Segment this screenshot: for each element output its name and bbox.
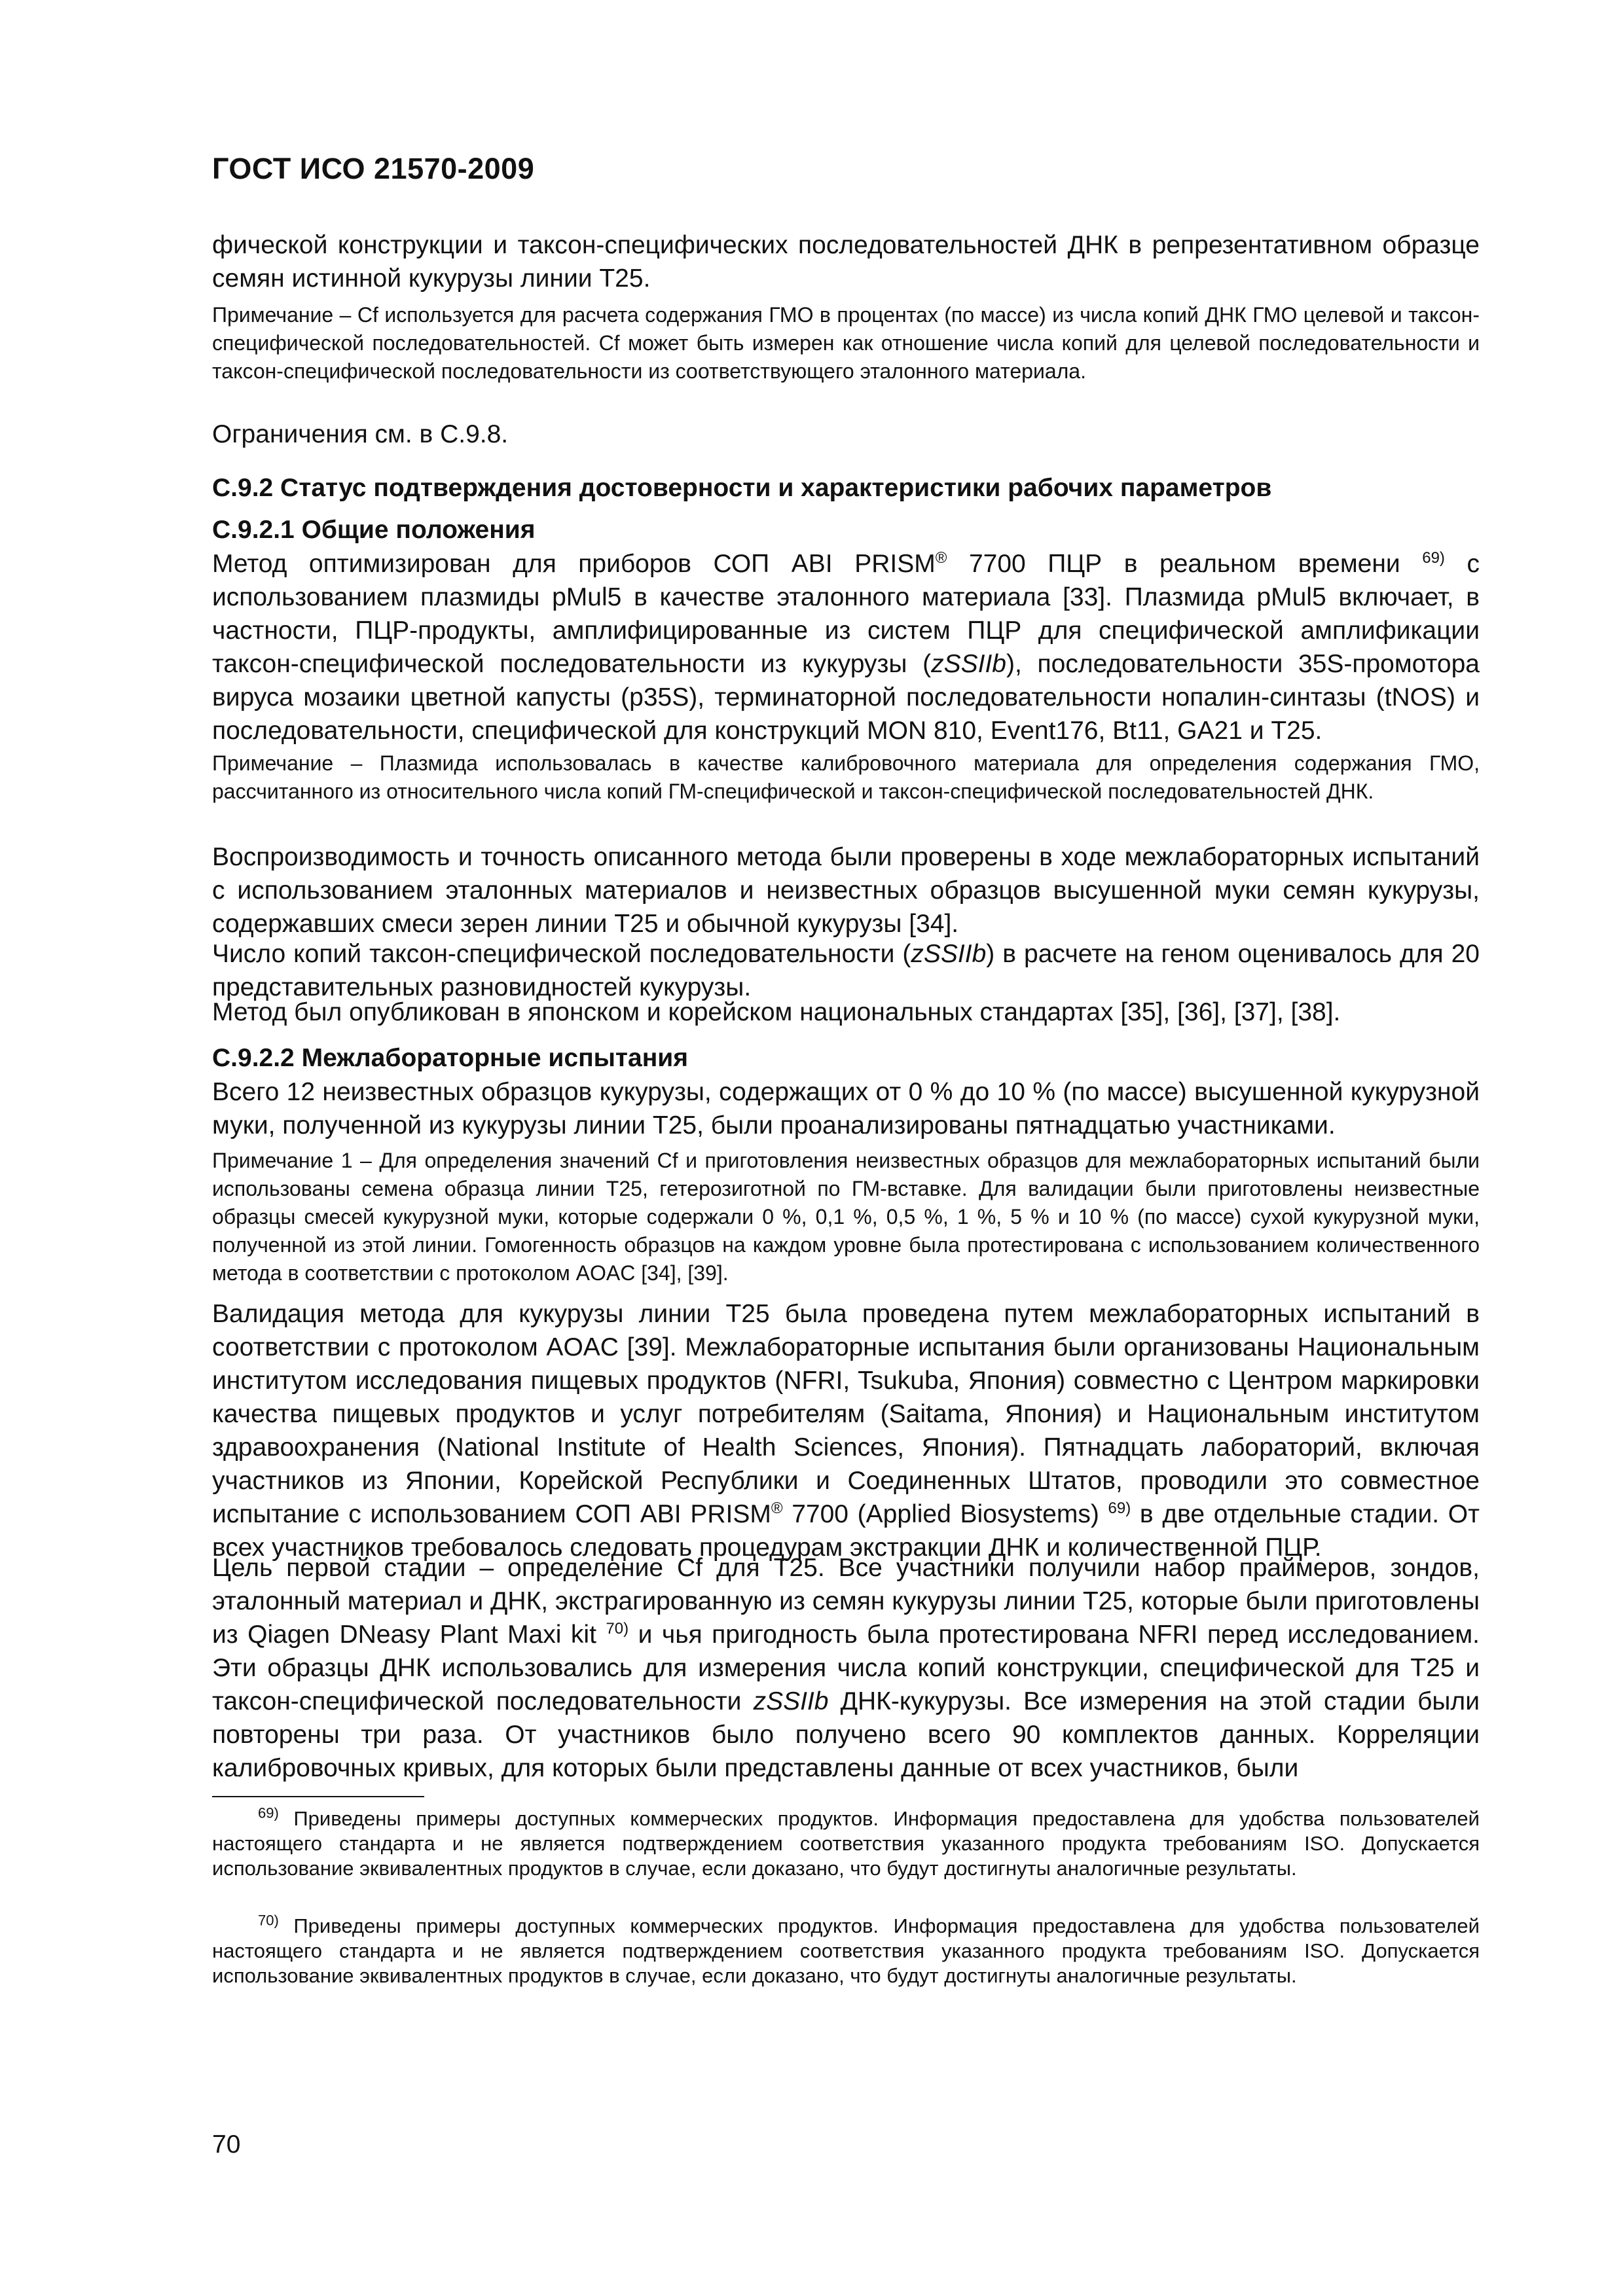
paragraph-method-optimized — [212, 547, 1480, 747]
p9-text-a: Цель первой стадии – определение Cf для Т25. Все участники получили набор праймеров, зондов, эталонный материал и ДНК, экстрагированную из семян кукурузы линии Т25, которые были приготовлены из Qiagen DNeasy Plant Maxi kit — [212, 1554, 1480, 1649]
p3-text-d: ), последовательности 35S-промотора вируса мозаики цветной капусты (p35S), терминаторной последовательности нопалин-синтазы (tNOS) и последовательности, специфической для конструкций MON 810, Event176, Bt11, GA21 и Т25. — [212, 650, 1480, 745]
footnote-70-number: 70) — [258, 1912, 279, 1929]
p9-text-b: и чья пригодность была протестирована NFRI перед исследованием. Эти образцы ДНК использовались для измерения числа копий конструкции, специфической для Т25 и таксон-специфической последовательности — [212, 1621, 1480, 1715]
paragraph-published: Метод был опубликован в японском и корейском национальных стандартах [35], [36], [37], [38]. — [212, 998, 1341, 1026]
footnote-70-text: Приведены примеры доступных коммерческих продуктов. Информация предоставлена для удобства пользователей настоящего стандарта и не является подтверждением соответствия указанного продукта требованиям ISO. Допускается использование эквивалентных продуктов в случае, если доказано, что будут достигнуты аналогичные результаты. — [212, 1914, 1480, 1987]
note-samples: Примечание 1 – Для определения значений Cf и приготовления неизвестных образцов для межлабораторных испытаний были использованы семена образца линии Т25, гетерозиготной по ГМ-вставке. Для валидации были приготовлены неизвестные образцы смесей кукурузной муки, которые содержали 0 %, 0,1 %, 0,5 %, 1 %, 5 % и 10 % (по массе) сухой кукурузной муки, полученной из этой линии. Гомогенность образцов на каждом уровне была протестирована с использованием количественного метода в соответствии с протоколом AOAC [34], [39]. — [212, 1149, 1480, 1285]
p5-text-b: ) в расчете на геном оценивалось для 20 представительных разновидностей кукурузы. — [212, 940, 1480, 1001]
footnote-70 — [212, 1914, 1480, 1988]
limitations-text: Ограничения см. в С.9.8. — [212, 420, 509, 448]
footnote-69 — [212, 1806, 1480, 1881]
page-number: 70 — [212, 2130, 241, 2159]
section-heading-c92: С.9.2 Статус подтверждения достоверности и характеристики рабочих параметров — [212, 474, 1272, 502]
note-cf-text: Примечание – Cf используется для расчета содержания ГМО в процентах (по массе) из числа копий ДНК ГМО целевой и таксон-специфической последовательностей. Cf может быть измерен как отношение числа копий для целевой последовательности и таксон-специфической последовательности из соответствующего эталонного материала. — [212, 303, 1480, 383]
p5-text-a: Число копий таксон-специфической последовательности ( — [212, 940, 911, 968]
p5-italic-gene: zSSIIb — [911, 940, 987, 968]
document-header: ГОСТ ИСО 21570-2009 — [212, 152, 535, 185]
paragraph-continuation: фической конструкции и таксон-специфических последовательностей ДНК в репрезентативном образце семян истинной кукурузы линии Т25. — [212, 231, 1480, 293]
section-heading-c921: С.9.2.1 Общие положения — [212, 516, 536, 544]
section-heading-c922: С.9.2.2 Межлабораторные испытания — [212, 1044, 689, 1072]
note-plasmid: Примечание – Плазмида использовалась в качестве калибровочного материала для определения содержания ГМО, рассчитанного из относительного числа копий ГМ-специфической и таксон-специфической последовательностей ДНК. — [212, 751, 1480, 803]
registered-mark: ® — [935, 549, 947, 567]
p9-text-c: ДНК-кукурузы. Все измерения на этой стадии были повторены три раза. От участников было получено всего 90 комплектов данных. Корреляции калибровочных кривых, для которых были представлены данные от всех участников, были — [212, 1687, 1480, 1782]
footnote-separator — [212, 1796, 424, 1797]
paragraph-copy-number — [212, 937, 1480, 1004]
p3-text-b: 7700 ПЦР в реальном времени — [947, 550, 1423, 578]
footnote-69-text: Приведены примеры доступных коммерческих продуктов. Информация предоставлена для удобства пользователей настоящего стандарта и не является подтверждением соответствия указанного продукта требованиям ISO. Допускается использование эквивалентных продуктов в случае, если доказано, что будут достигнуты аналогичные результаты. — [212, 1807, 1480, 1880]
p3-text-a: Метод оптимизирован для приборов СОП ABI PRISM — [212, 550, 936, 578]
footnote-ref-69-second[interactable]: 69) — [1108, 1499, 1131, 1517]
p8-text-c: в две отдельные стадии. От всех участников требовалось следовать процедурам экстракции ДНК и количественной ПЦР. — [212, 1500, 1480, 1562]
paragraph-reproducibility: Воспроизводимость и точность описанного метода были проверены в ходе межлабораторных испытаний с использованием эталонных материалов и неизвестных образцов высушенной муки семян кукурузы, содержавших смеси зерен линии Т25 и обычной кукурузы [34]. — [212, 843, 1480, 938]
paragraph-samples: Всего 12 неизвестных образцов кукурузы, содержащих от 0 % до 10 % (по массе) высушенной кукурузной муки, полученной из кукурузы линии Т25, были проанализированы пятнадцатью участниками. — [212, 1078, 1480, 1139]
note-cf — [212, 301, 1480, 386]
p3-text-c: с использованием плазмиды pMul5 в качестве эталонного материала [33]. Плазмида pMul5 включает, в частности, ПЦР-продукты, амплифицированные из систем ПЦР для специфической амплификации таксон-специфической последовательности из кукурузы ( — [212, 550, 1480, 678]
p3-italic-gene: zSSIIb — [931, 650, 1006, 678]
p8-text-a: Валидация метода для кукурузы линии Т25 была проведена путем межлабораторных испытаний в соответствии с протоколом AOAC [39]. Межлабораторные испытания были организованы Национальным институтом исследования пищевых продуктов (NFRI, Tsukuba, Япония) совместно с Центром маркировки качества пищевых продуктов и услуг потребителям (Saitama, Япония) и Национальным институтом здравоохранения (National Institute of Health Sciences, Япония). Пятнадцать лабораторий, включая участников из Японии, Корейской Республики и Соединенных Штатов, проводили это совместное испытание с использованием СОП ABI PRISM — [212, 1300, 1480, 1528]
footnote-69-number: 69) — [258, 1804, 279, 1821]
footnote-ref-70[interactable]: 70) — [606, 1620, 629, 1638]
registered-mark-2: ® — [771, 1499, 783, 1517]
paragraph-validation — [212, 1297, 1480, 1564]
paragraph-limitations — [212, 418, 1480, 451]
p9-italic-gene: zSSIIb — [753, 1687, 829, 1715]
p8-text-b: 7700 (Applied Biosystems) — [782, 1500, 1108, 1528]
footnote-ref-69[interactable]: 69) — [1422, 549, 1445, 567]
paragraph-first-stage — [212, 1551, 1480, 1785]
